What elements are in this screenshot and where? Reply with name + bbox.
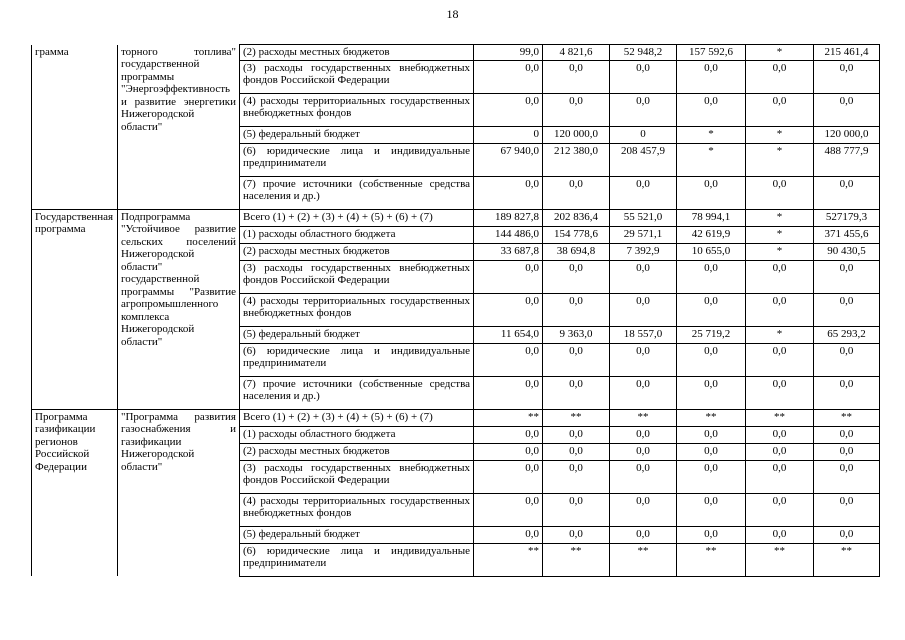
- funding-source-cell: (6) юридические лица и индивидуальные предприниматели: [240, 543, 474, 576]
- value-cell: 0,0: [746, 60, 814, 93]
- value-cell: 52 948,2: [610, 45, 677, 61]
- value-cell: **: [543, 543, 610, 576]
- value-cell: 0,0: [543, 460, 610, 493]
- program-name-cell: торного топлива" государственной программы "Энергоэффективность и развитие энергетики Нижегородской области": [118, 45, 240, 210]
- value-cell: 0,0: [746, 493, 814, 526]
- funding-source-cell: (5) федеральный бюджет: [240, 326, 474, 343]
- value-cell: 18 557,0: [610, 326, 677, 343]
- program-type-cell: Программа газификации регионов Российской Федерации: [32, 409, 118, 576]
- value-cell: 42 619,9: [677, 226, 746, 243]
- value-cell: 0,0: [746, 343, 814, 376]
- value-cell: 0,0: [677, 493, 746, 526]
- value-cell: 0,0: [814, 460, 880, 493]
- funding-source-cell: (3) расходы государственных внебюджетных фондов Российской Федерации: [240, 60, 474, 93]
- value-cell: 0,0: [474, 426, 543, 443]
- value-cell: 0,0: [543, 526, 610, 543]
- value-cell: *: [746, 226, 814, 243]
- value-cell: 215 461,4: [814, 45, 880, 61]
- value-cell: 0,0: [677, 176, 746, 209]
- value-cell: 0,0: [610, 460, 677, 493]
- value-cell: 29 571,1: [610, 226, 677, 243]
- value-cell: 144 486,0: [474, 226, 543, 243]
- value-cell: 0,0: [746, 260, 814, 293]
- funding-source-cell: (7) прочие источники (собственные средства населения и др.): [240, 176, 474, 209]
- value-cell: 157 592,6: [677, 45, 746, 61]
- funding-source-cell: (2) расходы местных бюджетов: [240, 443, 474, 460]
- value-cell: 9 363,0: [543, 326, 610, 343]
- value-cell: **: [474, 543, 543, 576]
- value-cell: 0,0: [814, 260, 880, 293]
- value-cell: 0,0: [610, 176, 677, 209]
- funding-source-cell: (1) расходы областного бюджета: [240, 426, 474, 443]
- value-cell: 0,0: [474, 493, 543, 526]
- funding-source-cell: (4) расходы территориальных государственных внебюджетных фондов: [240, 493, 474, 526]
- value-cell: 67 940,0: [474, 143, 543, 176]
- value-cell: 0,0: [610, 93, 677, 126]
- value-cell: 0,0: [543, 93, 610, 126]
- value-cell: 0,0: [677, 343, 746, 376]
- value-cell: 154 778,6: [543, 226, 610, 243]
- table-row: [32, 409, 880, 426]
- funding-source-cell: (4) расходы территориальных государственных внебюджетных фондов: [240, 293, 474, 326]
- value-cell: 0,0: [746, 176, 814, 209]
- value-cell: 0,0: [677, 460, 746, 493]
- funding-source-cell: (6) юридические лица и индивидуальные предприниматели: [240, 143, 474, 176]
- value-cell: 0,0: [474, 176, 543, 209]
- value-cell: 4 821,6: [543, 45, 610, 61]
- value-cell: 527179,3: [814, 209, 880, 226]
- value-cell: 0,0: [814, 176, 880, 209]
- table-body: [32, 45, 880, 577]
- value-cell: 0,0: [474, 60, 543, 93]
- value-cell: 0: [474, 126, 543, 143]
- value-cell: 0,0: [814, 343, 880, 376]
- value-cell: 0,0: [677, 293, 746, 326]
- value-cell: 0,0: [474, 293, 543, 326]
- value-cell: 0,0: [746, 526, 814, 543]
- value-cell: 0,0: [814, 443, 880, 460]
- value-cell: 90 430,5: [814, 243, 880, 260]
- value-cell: 202 836,4: [543, 209, 610, 226]
- funding-source-cell: Всего (1) + (2) + (3) + (4) + (5) + (6) + (7): [240, 409, 474, 426]
- value-cell: 0,0: [814, 426, 880, 443]
- program-name-cell: Подпрограмма "Устойчивое развитие сельских поселений Нижегородской области" государственной программы "Развитие агропромышленного комплекса Нижегородской области": [118, 209, 240, 409]
- value-cell: 371 455,6: [814, 226, 880, 243]
- funding-table: [31, 44, 880, 577]
- value-cell: 0,0: [543, 293, 610, 326]
- funding-source-cell: Всего (1) + (2) + (3) + (4) + (5) + (6) + (7): [240, 209, 474, 226]
- value-cell: 0,0: [474, 260, 543, 293]
- value-cell: 0,0: [543, 493, 610, 526]
- value-cell: 212 380,0: [543, 143, 610, 176]
- value-cell: 0,0: [814, 93, 880, 126]
- table-row: [32, 45, 880, 61]
- value-cell: 0,0: [610, 293, 677, 326]
- value-cell: 0,0: [543, 376, 610, 409]
- funding-source-cell: (3) расходы государственных внебюджетных фондов Российской Федерации: [240, 260, 474, 293]
- value-cell: **: [814, 409, 880, 426]
- value-cell: 0,0: [746, 376, 814, 409]
- value-cell: 0,0: [814, 293, 880, 326]
- funding-source-cell: (2) расходы местных бюджетов: [240, 45, 474, 61]
- value-cell: 0,0: [677, 260, 746, 293]
- value-cell: *: [677, 143, 746, 176]
- value-cell: 120 000,0: [543, 126, 610, 143]
- value-cell: 0,0: [474, 343, 543, 376]
- value-cell: 0,0: [814, 376, 880, 409]
- funding-source-cell: (7) прочие источники (собственные средства населения и др.): [240, 376, 474, 409]
- value-cell: 0,0: [677, 376, 746, 409]
- value-cell: 65 293,2: [814, 326, 880, 343]
- value-cell: 0,0: [610, 426, 677, 443]
- value-cell: *: [746, 209, 814, 226]
- value-cell: 0,0: [814, 493, 880, 526]
- value-cell: *: [677, 126, 746, 143]
- value-cell: *: [746, 143, 814, 176]
- value-cell: 7 392,9: [610, 243, 677, 260]
- value-cell: 0,0: [746, 460, 814, 493]
- value-cell: 0,0: [814, 526, 880, 543]
- table-row: [32, 209, 880, 226]
- value-cell: **: [543, 409, 610, 426]
- program-type-cell: Государственная программа: [32, 209, 118, 409]
- value-cell: 25 719,2: [677, 326, 746, 343]
- value-cell: 120 000,0: [814, 126, 880, 143]
- value-cell: 0,0: [543, 60, 610, 93]
- value-cell: *: [746, 243, 814, 260]
- value-cell: **: [814, 543, 880, 576]
- value-cell: **: [474, 409, 543, 426]
- value-cell: 0,0: [746, 443, 814, 460]
- value-cell: 0,0: [610, 260, 677, 293]
- value-cell: 0,0: [677, 443, 746, 460]
- value-cell: 0,0: [610, 343, 677, 376]
- value-cell: *: [746, 126, 814, 143]
- value-cell: 11 654,0: [474, 326, 543, 343]
- value-cell: 55 521,0: [610, 209, 677, 226]
- value-cell: 10 655,0: [677, 243, 746, 260]
- value-cell: 0,0: [746, 93, 814, 126]
- value-cell: 99,0: [474, 45, 543, 61]
- value-cell: **: [677, 543, 746, 576]
- value-cell: 0,0: [474, 93, 543, 126]
- funding-source-cell: (5) федеральный бюджет: [240, 126, 474, 143]
- value-cell: 78 994,1: [677, 209, 746, 226]
- value-cell: 0,0: [610, 493, 677, 526]
- value-cell: 0,0: [610, 526, 677, 543]
- value-cell: 0,0: [746, 293, 814, 326]
- value-cell: 0,0: [677, 60, 746, 93]
- value-cell: 0,0: [543, 343, 610, 376]
- value-cell: 0,0: [543, 443, 610, 460]
- value-cell: **: [610, 409, 677, 426]
- value-cell: **: [746, 409, 814, 426]
- value-cell: 0,0: [677, 526, 746, 543]
- value-cell: 189 827,8: [474, 209, 543, 226]
- value-cell: 0,0: [474, 460, 543, 493]
- value-cell: **: [610, 543, 677, 576]
- value-cell: 33 687,8: [474, 243, 543, 260]
- value-cell: 0,0: [474, 526, 543, 543]
- value-cell: 0,0: [474, 376, 543, 409]
- funding-source-cell: (2) расходы местных бюджетов: [240, 243, 474, 260]
- program-type-cell: грамма: [32, 45, 118, 210]
- funding-source-cell: (3) расходы государственных внебюджетных фондов Российской Федерации: [240, 460, 474, 493]
- value-cell: 0,0: [543, 176, 610, 209]
- value-cell: 0,0: [610, 376, 677, 409]
- value-cell: 0,0: [814, 60, 880, 93]
- value-cell: *: [746, 45, 814, 61]
- value-cell: 0,0: [474, 443, 543, 460]
- value-cell: 0: [610, 126, 677, 143]
- value-cell: **: [677, 409, 746, 426]
- program-name-cell: "Программа развития газоснабжения и газификации Нижегородской области": [118, 409, 240, 576]
- value-cell: 0,0: [610, 60, 677, 93]
- page-number: 18: [446, 7, 459, 21]
- funding-source-cell: (1) расходы областного бюджета: [240, 226, 474, 243]
- value-cell: 0,0: [610, 443, 677, 460]
- value-cell: 0,0: [746, 426, 814, 443]
- value-cell: 0,0: [677, 93, 746, 126]
- value-cell: 0,0: [677, 426, 746, 443]
- value-cell: 0,0: [543, 260, 610, 293]
- value-cell: **: [746, 543, 814, 576]
- funding-source-cell: (4) расходы территориальных государственных внебюджетных фондов: [240, 93, 474, 126]
- value-cell: *: [746, 326, 814, 343]
- value-cell: 488 777,9: [814, 143, 880, 176]
- funding-source-cell: (5) федеральный бюджет: [240, 526, 474, 543]
- value-cell: 208 457,9: [610, 143, 677, 176]
- value-cell: 38 694,8: [543, 243, 610, 260]
- funding-source-cell: (6) юридические лица и индивидуальные предприниматели: [240, 343, 474, 376]
- value-cell: 0,0: [543, 426, 610, 443]
